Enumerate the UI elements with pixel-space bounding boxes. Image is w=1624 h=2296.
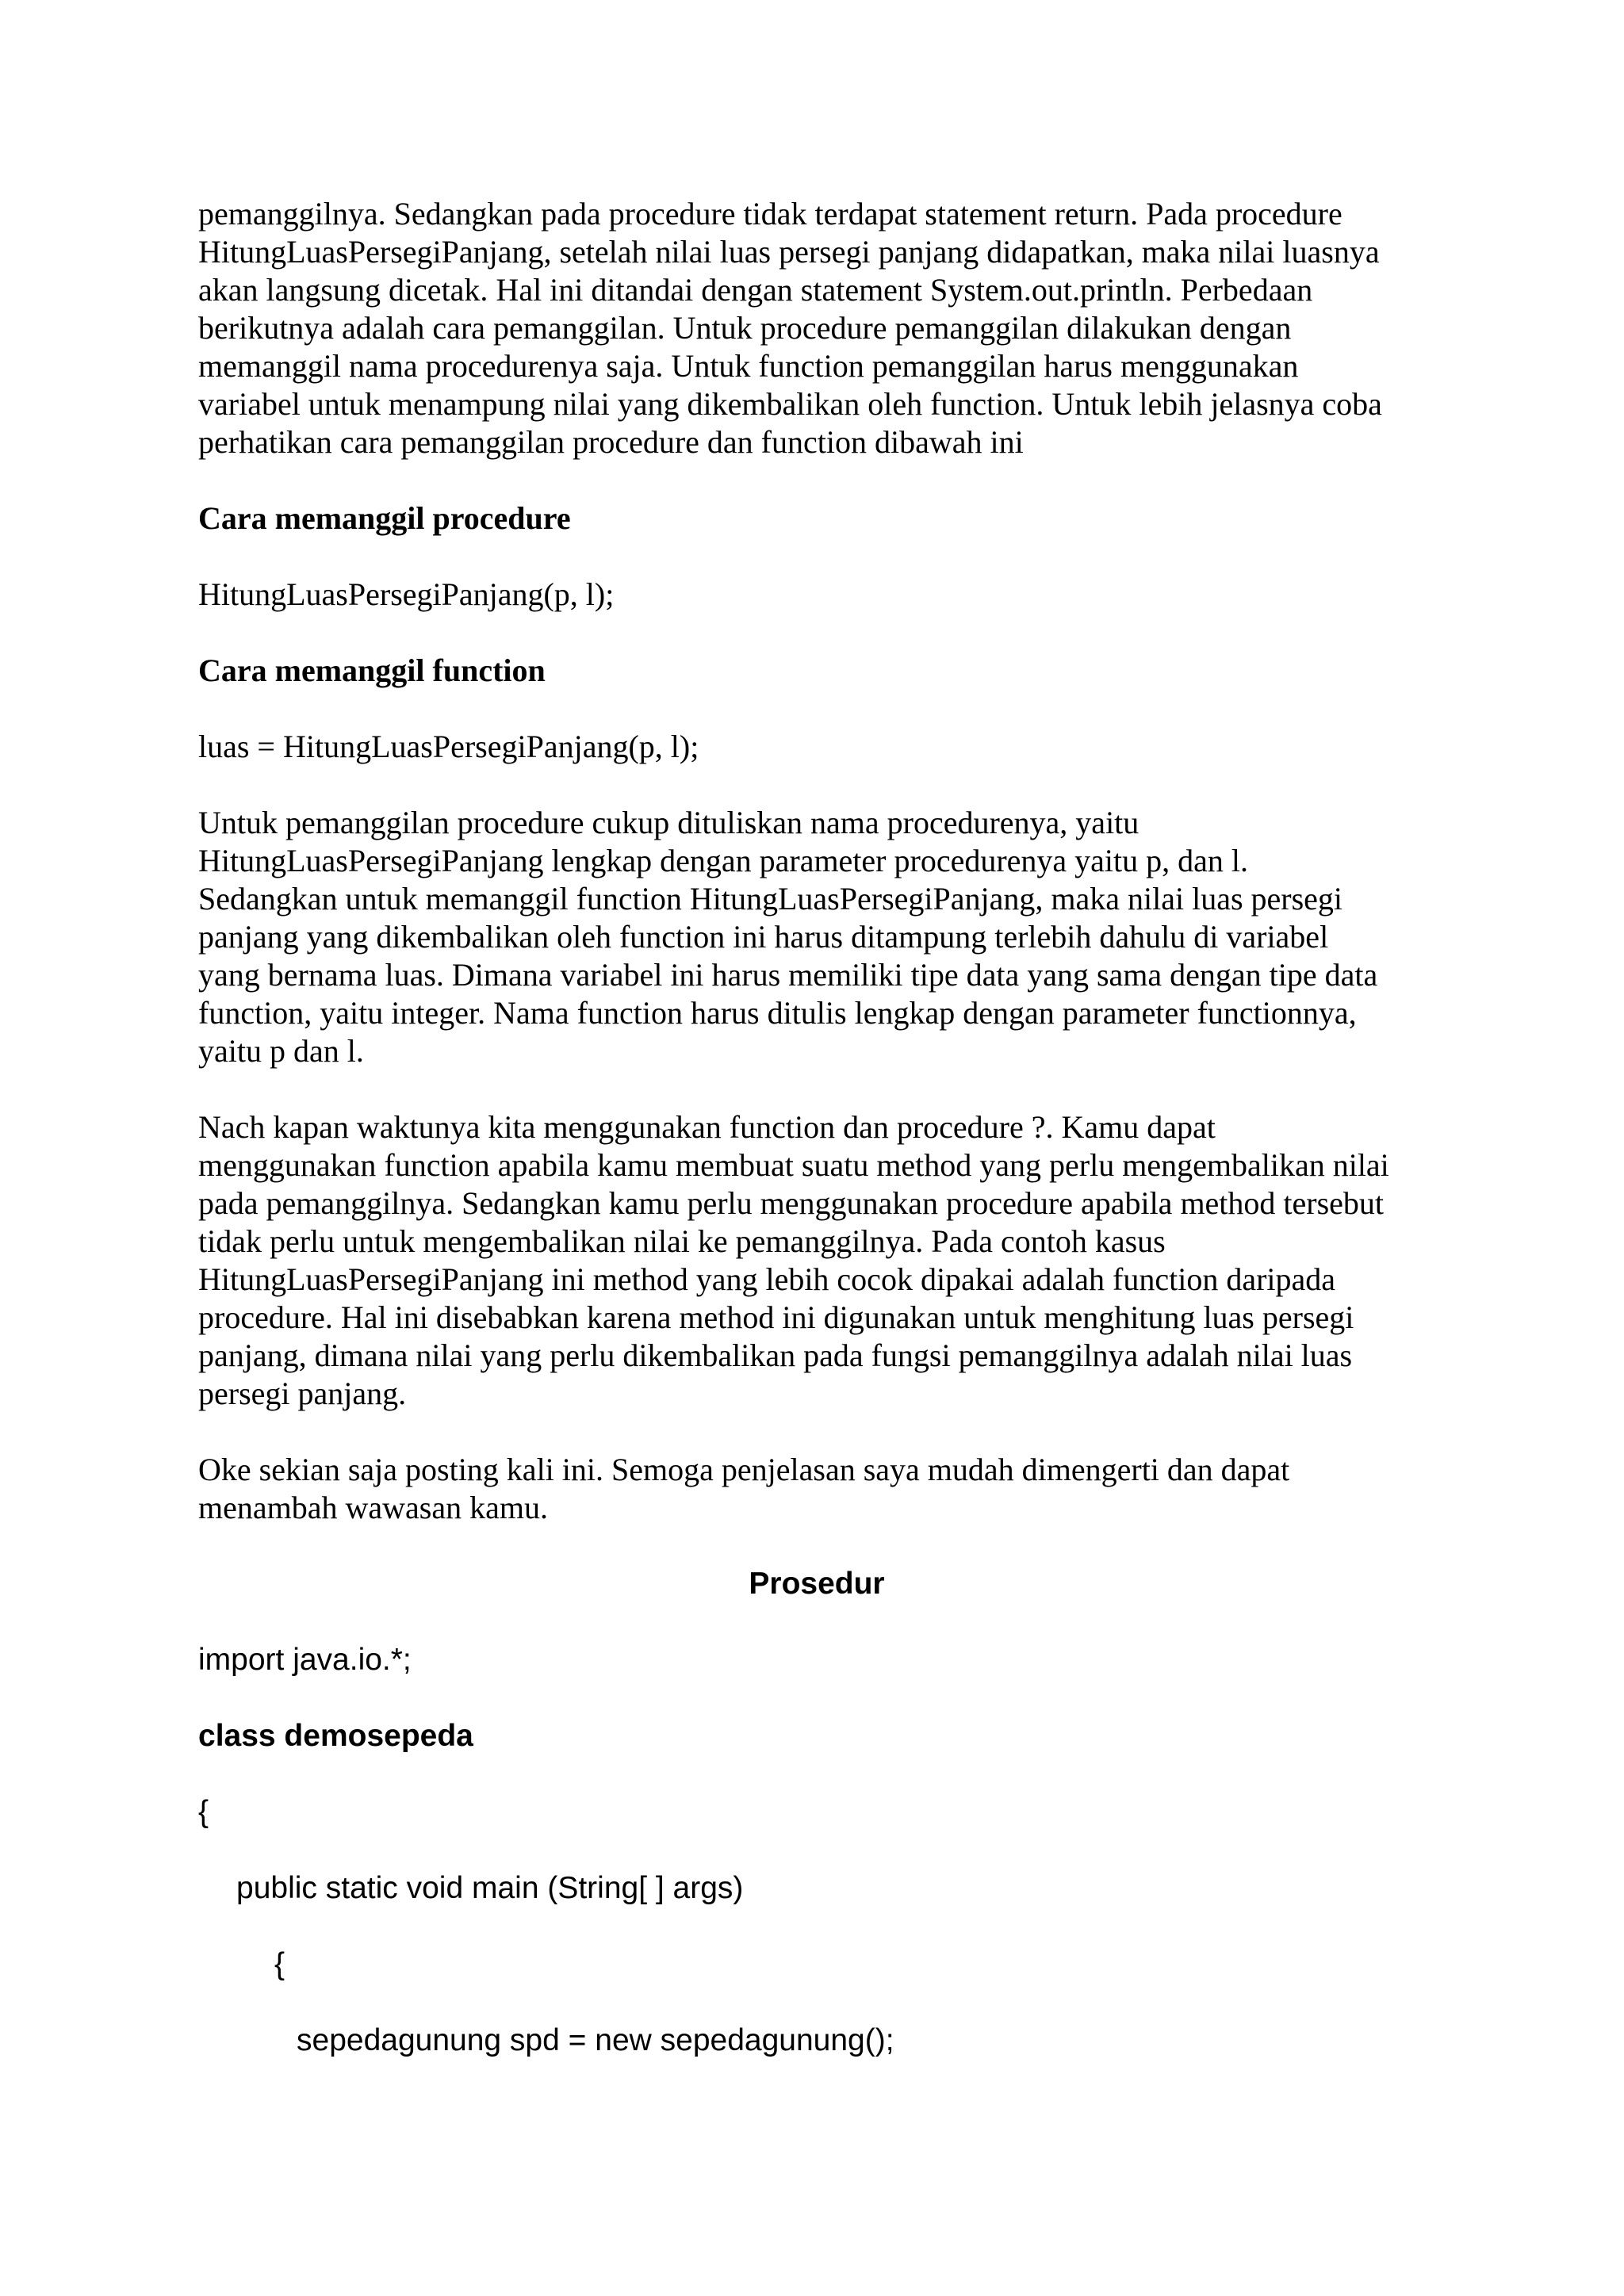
code-open-brace: { — [274, 1947, 285, 1981]
text-line: procedure. Hal ini disebabkan karena method ini digunakan untuk menghitung luas persegi — [198, 1299, 1354, 1335]
text-line: berikutnya adalah cara pemanggilan. Untuk procedure pemanggilan dilakukan dengan — [198, 310, 1292, 346]
text-line: menggunakan function apabila kamu membuat suatu method yang perlu mengembalikan nilai — [198, 1147, 1389, 1183]
code-open-brace: { — [198, 1795, 209, 1829]
text-line: panjang, dimana nilai yang perlu dikembalikan pada fungsi pemanggilnya adalah nilai luas — [198, 1337, 1353, 1373]
text-line: yaitu p dan l. — [198, 1033, 364, 1069]
text-line: Oke sekian saja posting kali ini. Semoga penjelasan saya mudah dimengerti dan dapat — [198, 1452, 1290, 1487]
paragraph-procedure-vs-function — [198, 195, 1435, 461]
code-class-line: class demosepeda — [198, 1719, 473, 1753]
code-statement-line: sepedagunung spd = new sepedagunung(); — [297, 2023, 894, 2057]
text-line: akan langsung dicetak. Hal ini ditandai dengan statement System.out.println. Perbedaan — [198, 272, 1313, 308]
document-page — [198, 195, 1435, 2060]
section-title-prosedur: Prosedur — [749, 1567, 885, 1601]
text-line: Sedangkan untuk memanggil function HitungLuasPersegiPanjang, maka nilai luas persegi — [198, 881, 1343, 916]
text-line: HitungLuasPersegiPanjang, setelah nilai luas persegi panjang didapatkan, maka nilai luasnya — [198, 234, 1380, 270]
text-line: menambah wawasan kamu. — [198, 1490, 548, 1525]
code-call-procedure: HitungLuasPersegiPanjang(p, l); — [198, 576, 615, 612]
paragraph-closing — [198, 1451, 1435, 1527]
heading-call-function: Cara memanggil function — [198, 652, 546, 688]
text-line: variabel untuk menampung nilai yang dikembalikan oleh function. Untuk lebih jelasnya coba — [198, 386, 1382, 422]
text-line: panjang yang dikembalikan oleh function ini harus ditampung terlebih dahulu di variabel — [198, 919, 1329, 955]
heading-call-procedure: Cara memanggil procedure — [198, 500, 571, 536]
text-line: memanggil nama procedurenya saja. Untuk function pemanggilan harus menggunakan — [198, 348, 1299, 384]
text-line: persegi panjang. — [198, 1376, 407, 1411]
text-line: Nach kapan waktunya kita menggunakan function dan procedure ?. Kamu dapat — [198, 1109, 1216, 1145]
paragraph-when-to-use — [198, 1108, 1435, 1413]
text-line: Untuk pemanggilan procedure cukup dituliskan nama procedurenya, yaitu — [198, 805, 1139, 840]
code-main-method-line: public static void main (String[ ] args) — [236, 1871, 744, 1905]
text-line: HitungLuasPersegiPanjang lengkap dengan parameter procedurenya yaitu p, dan l. — [198, 843, 1249, 878]
paragraph-calling-explanation — [198, 804, 1435, 1070]
code-call-function: luas = HitungLuasPersegiPanjang(p, l); — [198, 729, 699, 764]
text-line: function, yaitu integer. Nama function harus ditulis lengkap dengan parameter functionnya, — [198, 995, 1357, 1031]
text-line: tidak perlu untuk mengembalikan nilai ke pemanggilnya. Pada contoh kasus — [198, 1223, 1166, 1259]
text-line: yang bernama luas. Dimana variabel ini harus memiliki tipe data yang sama dengan tipe data — [198, 957, 1378, 993]
code-import-line: import java.io.*; — [198, 1643, 412, 1677]
text-line: HitungLuasPersegiPanjang ini method yang lebih cocok dipakai adalah function daripada — [198, 1261, 1336, 1297]
text-line: pada pemanggilnya. Sedangkan kamu perlu menggunakan procedure apabila method tersebut — [198, 1185, 1385, 1221]
text-line: perhatikan cara pemanggilan procedure dan function dibawah ini — [198, 424, 1024, 460]
text-line: pemanggilnya. Sedangkan pada procedure tidak terdapat statement return. Pada procedure — [198, 196, 1342, 232]
